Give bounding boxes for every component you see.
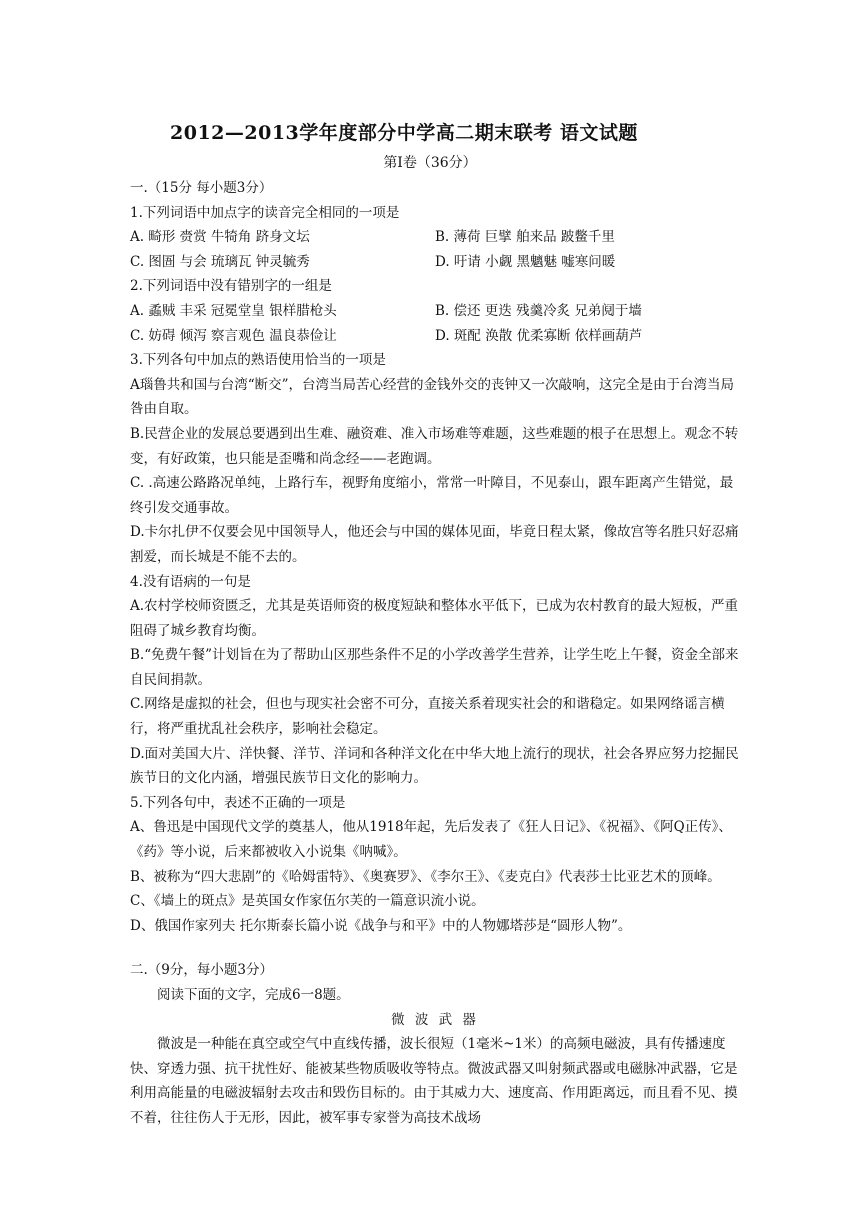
option-a: A瑙鲁共和国与台湾“断交”，台湾当局苦心经营的金钱外交的丧钟又一次敲响，这完全是由于台湾当局咎由自取。: [130, 376, 735, 418]
option-b: B、被称为“四大悲剧”的《哈姆雷特》、《奥赛罗》、《李尔王》、《麦克白》代表莎士比亚艺术的顶峰。: [130, 868, 721, 885]
option-row: [130, 250, 740, 275]
option-d: D. 吁请 小觑 黑魑魅 嘘寒问暖: [435, 253, 616, 270]
question-stem: 3.下列各句中加点的熟语使用恰当的一项是: [130, 352, 386, 369]
section-gap: [130, 938, 740, 958]
section-heading: 一.（15分 每小题3分）: [130, 180, 273, 196]
option-a: A. 蟊贼 丰采 冠冕堂皇 银样腊枪头: [130, 302, 337, 319]
option-row: [130, 324, 740, 349]
option-b: B.民营企业的发展总要遇到出生难、融资难、准入市场难等难题，这些难题的根子在思想上。观念不转变，有好政策，也只能是歪嘴和尚念经——老跑调。: [130, 425, 739, 467]
question-stem: 1.下列词语中加点字的读音完全相同的一项是: [130, 204, 400, 221]
exam-content: [130, 176, 740, 1131]
option-b: B. 偿还 更迭 残羹冷炙 兄弟阋于墙: [435, 302, 642, 319]
option-c: C.网络是虚拟的社会，但也与现实社会密不可分，直接关系着现实社会的和谐稳定。如果网络谣言横行，将严重扰乱社会秩序，影响社会稳定。: [130, 696, 725, 738]
reading-instruction: 阅读下面的文字，完成6一8题。: [157, 987, 350, 1003]
paper-section-label: 第Ⅰ卷（36分）: [383, 155, 477, 171]
question-stem: 4.没有语病的一句是: [130, 573, 251, 590]
option-a: A.农村学校师资匮乏，尤其是英语师资的极度短缺和整体水平低下，已成为农村教育的最大短板，严重阻碍了城乡教育均衡。: [130, 598, 739, 639]
option-d: D.面对美国大片、洋快餐、洋节、洋词和各种洋文化在中华大地上流行的现状，社会各界应努力挖掘民族节日的文化内涵，增强民族节日文化的影响力。: [130, 745, 739, 787]
option-d: D.卡尔扎伊不仅要会见中国领导人，他还会与中国的媒体见面，毕竟日程太紧，像故宫等名胜只好忍痛割爱，而长城是不能不去的。: [130, 524, 739, 565]
passage-title: 微 波 武 器: [391, 1011, 479, 1028]
option-d: D. 斑配 涣散 优柔寡断 依样画葫芦: [435, 327, 643, 344]
section-heading: 二.（9分，每小题3分）: [130, 962, 273, 979]
option-c: C. .高速公路路况单纯，上路行车，视野角度缩小，常常一叶障目，不见泰山，跟车距离产生错觉，最终引发交通事故。: [130, 475, 734, 516]
question-stem: 2.下列词语中没有错别字的一组是: [130, 278, 332, 295]
question-stem: 5.下列各句中，表述不正确的一项是: [130, 794, 346, 811]
option-row: [130, 299, 740, 324]
option-a: A. 畸形 赍赏 牛犄角 跻身文坛: [130, 229, 310, 246]
option-c: C. 妨碍 倾泻 察言观色 温良恭俭让: [130, 327, 337, 344]
option-b: B. 薄荷 巨擘 舶来品 跛鳖千里: [435, 229, 615, 246]
option-b: B.“免费午餐”计划旨在为了帮助山区那些条件不足的小学改善学生营养，让学生吃上午餐，资金全部来自民间捐款。: [130, 647, 739, 688]
option-row: [130, 225, 740, 250]
passage-paragraph: 微波是一种能在真空或空气中直线传播，波长很短（1毫米~1米）的高频电磁波，具有传播速度快、穿透力强、抗干扰性好、能被某些物质吸收等特点。微波武器又叫射频武器或电磁脉冲武器，它是利用高能量的电磁波辐射去攻击和毁伤目标的。由于其威力大、速度高、作用距离远，而且看不见、摸 不着，往往伤人于无形，因此，被军事专家誉为高技术战场: [130, 1036, 738, 1126]
exam-title: 2012—2013学年度部分中学高二期末联考 语文试题: [170, 122, 638, 144]
option-c: C、《墙上的斑点》是英国女作家伍尔芙的一篇意识流小说。: [130, 893, 485, 910]
option-a: A、鲁迅是中国现代文学的奠基人，他从1918年起，先后发表了《狂人日记》、《祝福》、《阿Q正传》、《药》等小说，后来都被收入小说集《呐喊》。: [130, 819, 732, 861]
option-c: C. 图圄 与会 琉璃瓦 钟灵毓秀: [130, 253, 310, 270]
option-d: D、俄国作家列夫 托尔斯泰长篇小说《战争与和平》中的人物娜塔莎是“圆形人物”。: [130, 917, 632, 934]
